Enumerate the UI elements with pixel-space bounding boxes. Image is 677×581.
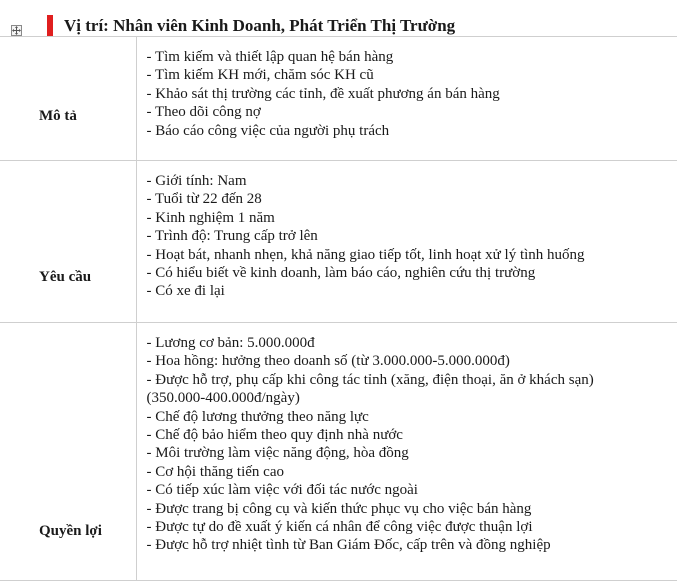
- row-label-yeu-cau: Yêu cầu: [39, 269, 136, 286]
- list-item: - Lương cơ bản: 5.000.000đ: [147, 334, 677, 352]
- row-label-quyen-loi: Quyền lợi: [39, 523, 136, 540]
- accent-bar: [47, 15, 53, 37]
- table-row-quyen-loi: [0, 323, 677, 581]
- list-item: - Chế độ bảo hiểm theo quy định nhà nước: [147, 426, 677, 444]
- row-label-cell: [0, 37, 136, 161]
- list-item: - Có tiếp xúc làm việc với đối tác nước ngoài: [147, 481, 677, 499]
- list-item: - Được tự do đề xuất ý kiến cá nhân để công việc được thuận lợi: [147, 518, 677, 536]
- list-item: - Kinh nghiệm 1 năm: [147, 209, 677, 227]
- job-details-table: [0, 36, 677, 581]
- list-item: - Chế độ lương thưởng theo năng lực: [147, 408, 677, 426]
- list-item: - Giới tính: Nam: [147, 172, 677, 190]
- list-item: - Có hiểu biết về kinh doanh, làm báo cáo, nghiên cứu thị trường: [147, 264, 677, 282]
- list-item: - Khảo sát thị trường các tỉnh, đề xuất phương án bán hàng: [147, 85, 677, 103]
- table-row-yeu-cau: [0, 161, 677, 323]
- list-item: - Cơ hội thăng tiến cao: [147, 463, 677, 481]
- list-item: - Được trang bị công cụ và kiến thức phục vụ cho việc bán hàng: [147, 500, 677, 518]
- table-row-mo-ta: [0, 37, 677, 161]
- section-header: [47, 14, 455, 38]
- list-item: - Báo cáo công việc của người phụ trách: [147, 122, 677, 140]
- list-item: (350.000-400.000đ/ngày): [147, 389, 677, 407]
- list-item: - Tìm kiếm và thiết lập quan hệ bán hàng: [147, 48, 677, 66]
- row-label-mo-ta: Mô tả: [39, 108, 136, 125]
- row-content-mo-ta: [136, 37, 677, 161]
- list-item: - Hoa hồng: hưởng theo doanh số (từ 3.000.000-5.000.000đ): [147, 352, 677, 370]
- list-item: - Tuổi từ 22 đến 28: [147, 190, 677, 208]
- list-item: - Được hỗ trợ nhiệt tình từ Ban Giám Đốc, cấp trên và đồng nghiệp: [147, 536, 677, 554]
- row-content-quyen-loi: [136, 323, 677, 581]
- list-item: - Hoạt bát, nhanh nhẹn, khả năng giao tiếp tốt, linh hoạt xử lý tình huống: [147, 246, 677, 264]
- list-item: - Trình độ: Trung cấp trở lên: [147, 227, 677, 245]
- list-item: - Tìm kiếm KH mới, chăm sóc KH cũ: [147, 66, 677, 84]
- list-item: - Có xe đi lại: [147, 282, 677, 300]
- table-move-handle-icon[interactable]: [11, 25, 22, 36]
- list-item: - Môi trường làm việc năng động, hòa đồng: [147, 444, 677, 462]
- list-item: - Được hỗ trợ, phụ cấp khi công tác tỉnh (xăng, điện thoại, ăn ở khách sạn): [147, 371, 677, 389]
- row-label-cell: [0, 323, 136, 581]
- row-label-cell: [0, 161, 136, 323]
- list-item: - Theo dõi công nợ: [147, 103, 677, 121]
- row-content-yeu-cau: [136, 161, 677, 323]
- page-title: Vị trí: Nhân viên Kinh Doanh, Phát Triển Thị Trường: [64, 16, 455, 36]
